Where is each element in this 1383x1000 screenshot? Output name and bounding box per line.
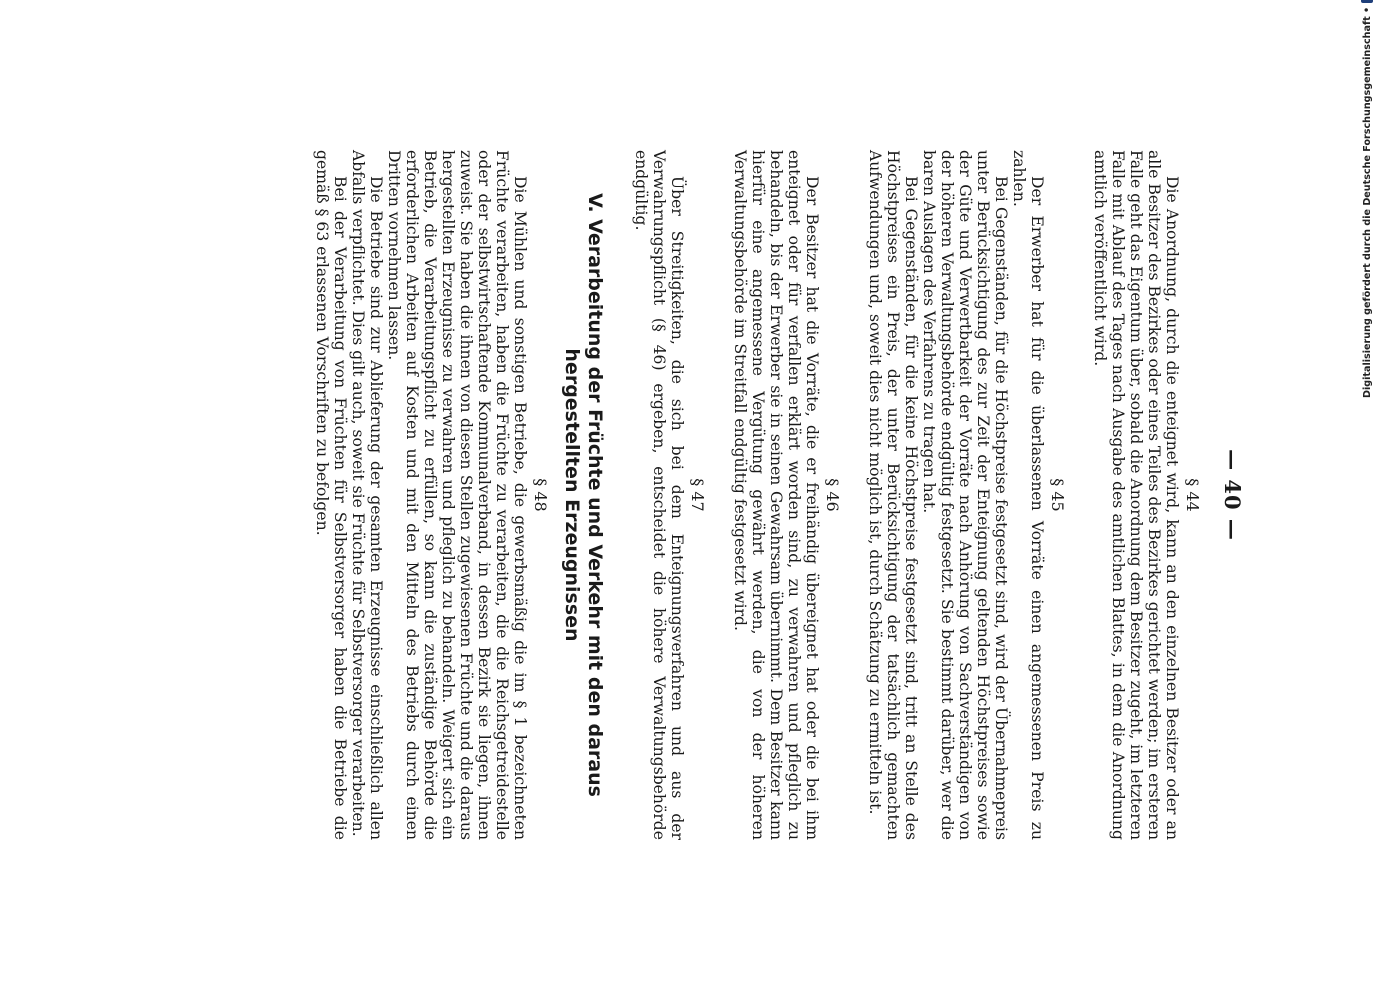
section-45-paragraph-1: Der Erwerber hat für die überlassenen Vorräte einen angemessenen Preis zu zahlen. <box>1010 150 1046 840</box>
section-47-paragraph-1: Über Streitigkeiten, die sich bei dem Enteignungsverfahren und aus der Verwahrungspflicht (§ 46) ergeben, entscheidet die höhere Verwaltungsbehörde endgültig. <box>632 150 686 840</box>
page-number: — 40 — <box>1220 449 1245 541</box>
section-45 <box>866 150 1067 840</box>
section-heading-44: § 44 <box>1183 478 1202 512</box>
section-44-paragraph-1: Die Anordnung, durch die enteignet wird, kann an den einzelnen Besitzer oder an alle Besitzer des Bezirkes oder eines Teiles des Bezirkes gerichtet werden; im ersteren Falle geht das Eigentum über, sobald die Anordnung dem Besitzer zugeht, im letzteren Falle mit Ablauf des Tages nach Ausgabe des amtlichen Blattes, in dem die Anordnung amtlich veröffentlicht wird. <box>1091 150 1181 840</box>
section-45-paragraph-2: Bei Gegenständen, für die Höchstpreise festgesetzt sind, wird der Übernahmepreis unter Berücksichtigung des zur Zeit der Enteignung geltenden Höchstpreises sowie der Güte und Verwertbarkeit der Vorräte nach Anhörung von Sachverständigen von der höheren Verwaltungsbehörde endgültig festgesetzt. Sie bestimmt darüber, wer die baren Auslagen des Verfahrens zu tragen hat. <box>920 150 1010 840</box>
digitization-note-text: Digitalisierung gefördert durch die Deutsche Forschungsgemeinschaft • <box>1361 6 1373 398</box>
section-45-paragraph-3: Bei Gegenständen, für die keine Höchstpreise festgesetzt sind, tritt an Stelle des Höchstpreises ein Preis, der unter Berücksichtigung der tatsächlich gemachten Aufwendungen und, soweit dies nicht möglich ist, durch Schätzung zu ermitteln ist. <box>866 150 920 840</box>
section-heading-48: § 48 <box>531 478 550 512</box>
section-48 <box>313 150 550 840</box>
digitization-note <box>1361 8 1377 398</box>
section-47 <box>632 150 707 840</box>
rotated-document-page <box>115 150 1245 840</box>
section-heading-45: § 45 <box>1048 478 1067 512</box>
section-48-paragraph-2: Die Betriebe sind zur Ablieferung der gesamten Erzeugnisse einschließlich allen Abfalls verpflichtet. Dies gilt auch, soweit sie Früchte für Selbstversorger verarbeiten. <box>349 150 385 840</box>
section-heading-46: § 46 <box>823 478 842 512</box>
section-46-paragraph-1: Der Besitzer hat die Vorräte, die er freihändig übereignet hat oder die bei ihm enteignet oder für verfallen erklärt worden sind, zu verwahren und pfleglich zu behandeln, bis der Erwerber sie in seinen Gewahrsam übernimmt. Dem Besitzer kann hierfür eine angemessene Vergütung gewährt werden, die von der höheren Verwaltungsbehörde im Streitfall endgültig festgesetzt wird. <box>731 150 821 840</box>
section-48-paragraph-3: Bei der Verarbeitung von Früchten für Selbstversorger haben die Betriebe die gemäß § 63 erlassenen Vorschriften zu befolgen. <box>313 150 349 840</box>
dfg-logo <box>1361 0 1373 3</box>
digitization-note-text-wrap <box>1361 0 1373 398</box>
section-46 <box>731 150 842 840</box>
section-heading-47: § 47 <box>688 478 707 512</box>
chapter-heading: V. Verarbeitung der Früchte und Verkehr mit den daraus hergestellten Erzeugnissen <box>561 193 606 797</box>
section-48-paragraph-1: Die Mühlen und sonstigen Betriebe, die gewerbsmäßig die im § 1 bezeichneten Früchte verarbeiten, haben die Früchte zu verarbeiten, die die Reichsgetreidestelle oder der selbstwirtschaftende Kommunalverband, in dessen Bezirk sie liegen, ihnen zuweist. Sie haben die ihnen von diesen Stellen zugewiesenen Früchte und die daraus hergestellten Erzeugnisse zu verwahren und pfleglich zu behandeln. Weigert sich ein Betrieb, die Verarbeitungspflicht zu erfüllen, so kann die zuständige Behörde die erforderlichen Arbeiten auf Kosten und mit den Mitteln des Betriebs durch einen Dritten vornehmen lassen. <box>385 150 529 840</box>
section-44 <box>1091 150 1202 840</box>
